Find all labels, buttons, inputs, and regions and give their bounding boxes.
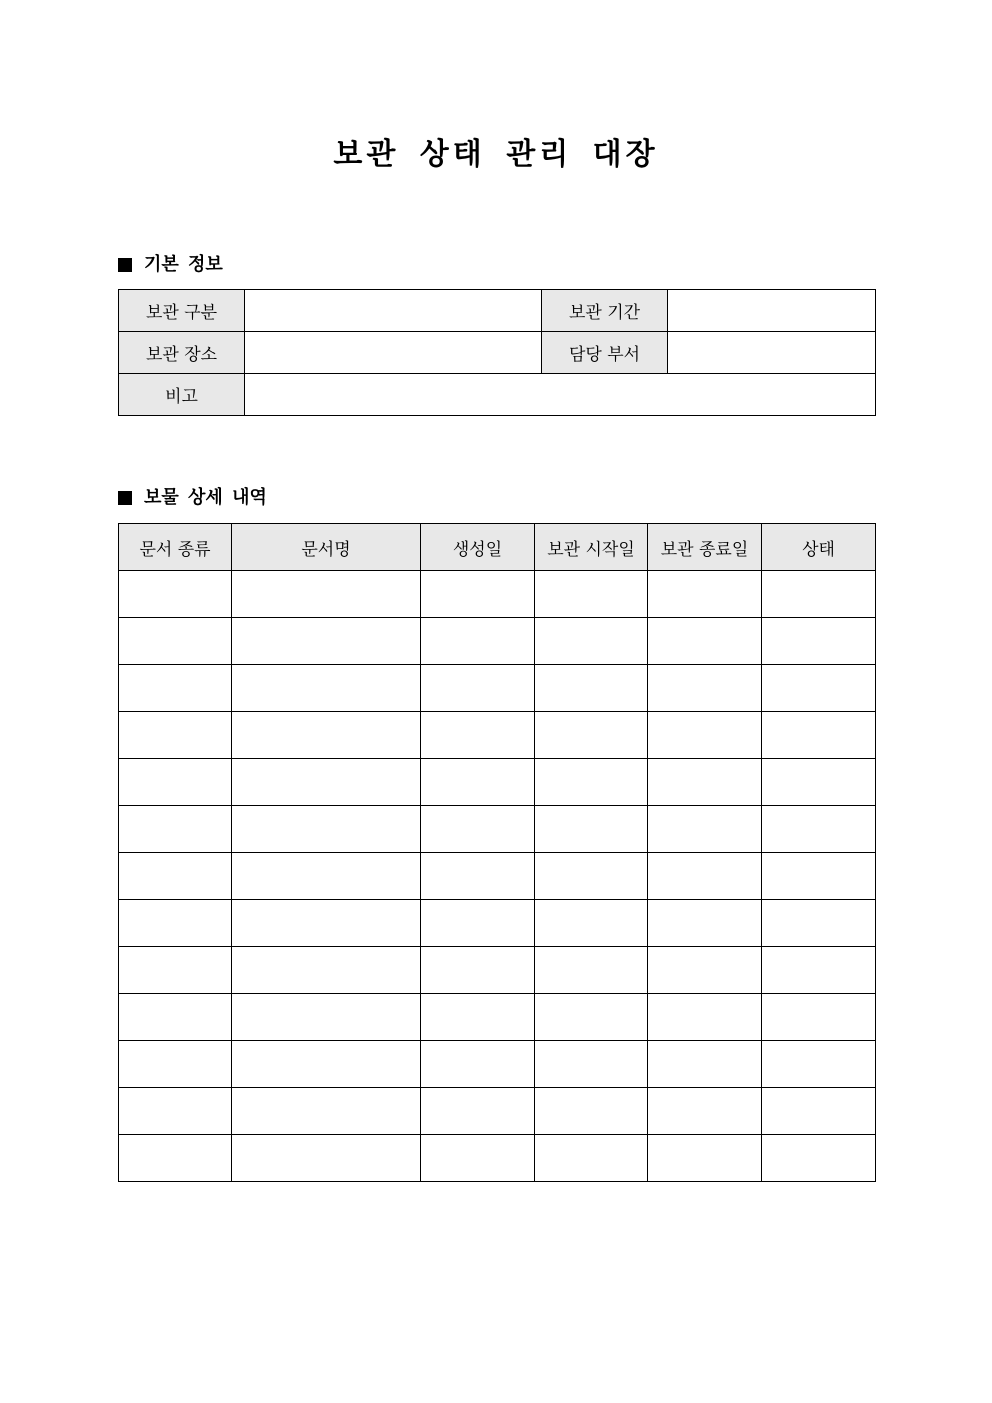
- status-cell[interactable]: [762, 900, 876, 947]
- created-date-cell[interactable]: [421, 571, 535, 618]
- doc-type-cell[interactable]: [119, 806, 232, 853]
- start-date-cell[interactable]: [535, 1135, 648, 1182]
- doc-type-cell[interactable]: [119, 947, 232, 994]
- table-row: [119, 712, 876, 759]
- status-cell[interactable]: [762, 853, 876, 900]
- doc-type-cell[interactable]: [119, 618, 232, 665]
- end-date-cell[interactable]: [648, 571, 762, 618]
- end-date-cell[interactable]: [648, 712, 762, 759]
- table-row: [119, 1135, 876, 1182]
- table-row: [119, 1088, 876, 1135]
- storage-period-field[interactable]: [668, 290, 876, 332]
- created-date-cell[interactable]: [421, 947, 535, 994]
- table-row: [119, 900, 876, 947]
- basic-info-row: [119, 374, 876, 416]
- status-cell[interactable]: [762, 994, 876, 1041]
- end-date-cell[interactable]: [648, 759, 762, 806]
- start-date-cell[interactable]: [535, 1041, 648, 1088]
- created-date-cell[interactable]: [421, 853, 535, 900]
- doc-type-cell[interactable]: [119, 712, 232, 759]
- start-date-cell[interactable]: [535, 618, 648, 665]
- detail-table: [118, 523, 876, 1182]
- doc-name-cell[interactable]: [232, 712, 421, 759]
- start-date-cell[interactable]: [535, 665, 648, 712]
- doc-type-cell[interactable]: [119, 759, 232, 806]
- section-heading-detail-text: 보물 상세 내역: [144, 487, 267, 508]
- detail-header-row: [119, 524, 876, 571]
- created-date-cell[interactable]: [421, 759, 535, 806]
- created-date-cell[interactable]: [421, 1135, 535, 1182]
- storage-type-field[interactable]: [245, 290, 542, 332]
- table-row: [119, 994, 876, 1041]
- created-date-cell[interactable]: [421, 665, 535, 712]
- column-header-doc-name: 문서명: [232, 524, 421, 571]
- doc-type-cell[interactable]: [119, 571, 232, 618]
- doc-type-cell[interactable]: [119, 853, 232, 900]
- table-row: [119, 806, 876, 853]
- status-cell[interactable]: [762, 947, 876, 994]
- remarks-field[interactable]: [245, 374, 876, 416]
- storage-location-field[interactable]: [245, 332, 542, 374]
- storage-period-label: 보관 기간: [542, 290, 668, 332]
- table-row: [119, 665, 876, 712]
- remarks-label: 비고: [119, 374, 245, 416]
- status-cell[interactable]: [762, 665, 876, 712]
- doc-name-cell[interactable]: [232, 665, 421, 712]
- storage-location-label: 보관 장소: [119, 332, 245, 374]
- end-date-cell[interactable]: [648, 618, 762, 665]
- column-header-end-date: 보관 종료일: [648, 524, 762, 571]
- status-cell[interactable]: [762, 1041, 876, 1088]
- start-date-cell[interactable]: [535, 1088, 648, 1135]
- doc-type-cell[interactable]: [119, 1135, 232, 1182]
- start-date-cell[interactable]: [535, 900, 648, 947]
- status-cell[interactable]: [762, 618, 876, 665]
- start-date-cell[interactable]: [535, 759, 648, 806]
- basic-info-table: [118, 289, 876, 416]
- start-date-cell[interactable]: [535, 994, 648, 1041]
- doc-name-cell[interactable]: [232, 571, 421, 618]
- department-field[interactable]: [668, 332, 876, 374]
- end-date-cell[interactable]: [648, 806, 762, 853]
- doc-name-cell[interactable]: [232, 853, 421, 900]
- table-row: [119, 853, 876, 900]
- status-cell[interactable]: [762, 759, 876, 806]
- basic-info-row: [119, 332, 876, 374]
- status-cell[interactable]: [762, 1088, 876, 1135]
- end-date-cell[interactable]: [648, 665, 762, 712]
- doc-name-cell[interactable]: [232, 900, 421, 947]
- doc-type-cell[interactable]: [119, 665, 232, 712]
- created-date-cell[interactable]: [421, 806, 535, 853]
- department-label: 담당 부서: [542, 332, 668, 374]
- end-date-cell[interactable]: [648, 1041, 762, 1088]
- column-header-doc-type: 문서 종류: [119, 524, 232, 571]
- basic-info-row: [119, 290, 876, 332]
- section-heading-detail: [118, 485, 267, 511]
- status-cell[interactable]: [762, 1135, 876, 1182]
- doc-name-cell[interactable]: [232, 759, 421, 806]
- end-date-cell[interactable]: [648, 947, 762, 994]
- doc-name-cell[interactable]: [232, 947, 421, 994]
- created-date-cell[interactable]: [421, 900, 535, 947]
- doc-type-cell[interactable]: [119, 994, 232, 1041]
- doc-type-cell[interactable]: [119, 1041, 232, 1088]
- table-row: [119, 1041, 876, 1088]
- end-date-cell[interactable]: [648, 853, 762, 900]
- column-header-status: 상태: [762, 524, 876, 571]
- table-row: [119, 618, 876, 665]
- table-row: [119, 947, 876, 994]
- start-date-cell[interactable]: [535, 853, 648, 900]
- section-heading-basic-info: [118, 252, 223, 278]
- end-date-cell[interactable]: [648, 994, 762, 1041]
- square-bullet-icon: [118, 258, 132, 272]
- status-cell[interactable]: [762, 712, 876, 759]
- doc-type-cell[interactable]: [119, 1088, 232, 1135]
- end-date-cell[interactable]: [648, 1135, 762, 1182]
- doc-name-cell[interactable]: [232, 1135, 421, 1182]
- column-header-created-date: 생성일: [421, 524, 535, 571]
- start-date-cell[interactable]: [535, 571, 648, 618]
- doc-type-cell[interactable]: [119, 900, 232, 947]
- doc-name-cell[interactable]: [232, 618, 421, 665]
- square-bullet-icon: [118, 491, 132, 505]
- end-date-cell[interactable]: [648, 900, 762, 947]
- end-date-cell[interactable]: [648, 1088, 762, 1135]
- created-date-cell[interactable]: [421, 712, 535, 759]
- status-cell[interactable]: [762, 806, 876, 853]
- start-date-cell[interactable]: [535, 712, 648, 759]
- storage-type-label: 보관 구분: [119, 290, 245, 332]
- doc-name-cell[interactable]: [232, 1088, 421, 1135]
- table-row: [119, 571, 876, 618]
- section-heading-basic-info-text: 기본 정보: [144, 254, 223, 275]
- created-date-cell[interactable]: [421, 1041, 535, 1088]
- detail-table-body: [119, 571, 876, 1182]
- doc-name-cell[interactable]: [232, 994, 421, 1041]
- column-header-start-date: 보관 시작일: [535, 524, 648, 571]
- start-date-cell[interactable]: [535, 947, 648, 994]
- created-date-cell[interactable]: [421, 1088, 535, 1135]
- table-row: [119, 759, 876, 806]
- status-cell[interactable]: [762, 571, 876, 618]
- page-title: 보관 상태 관리 대장: [333, 137, 659, 172]
- doc-name-cell[interactable]: [232, 1041, 421, 1088]
- created-date-cell[interactable]: [421, 994, 535, 1041]
- start-date-cell[interactable]: [535, 806, 648, 853]
- doc-name-cell[interactable]: [232, 806, 421, 853]
- created-date-cell[interactable]: [421, 618, 535, 665]
